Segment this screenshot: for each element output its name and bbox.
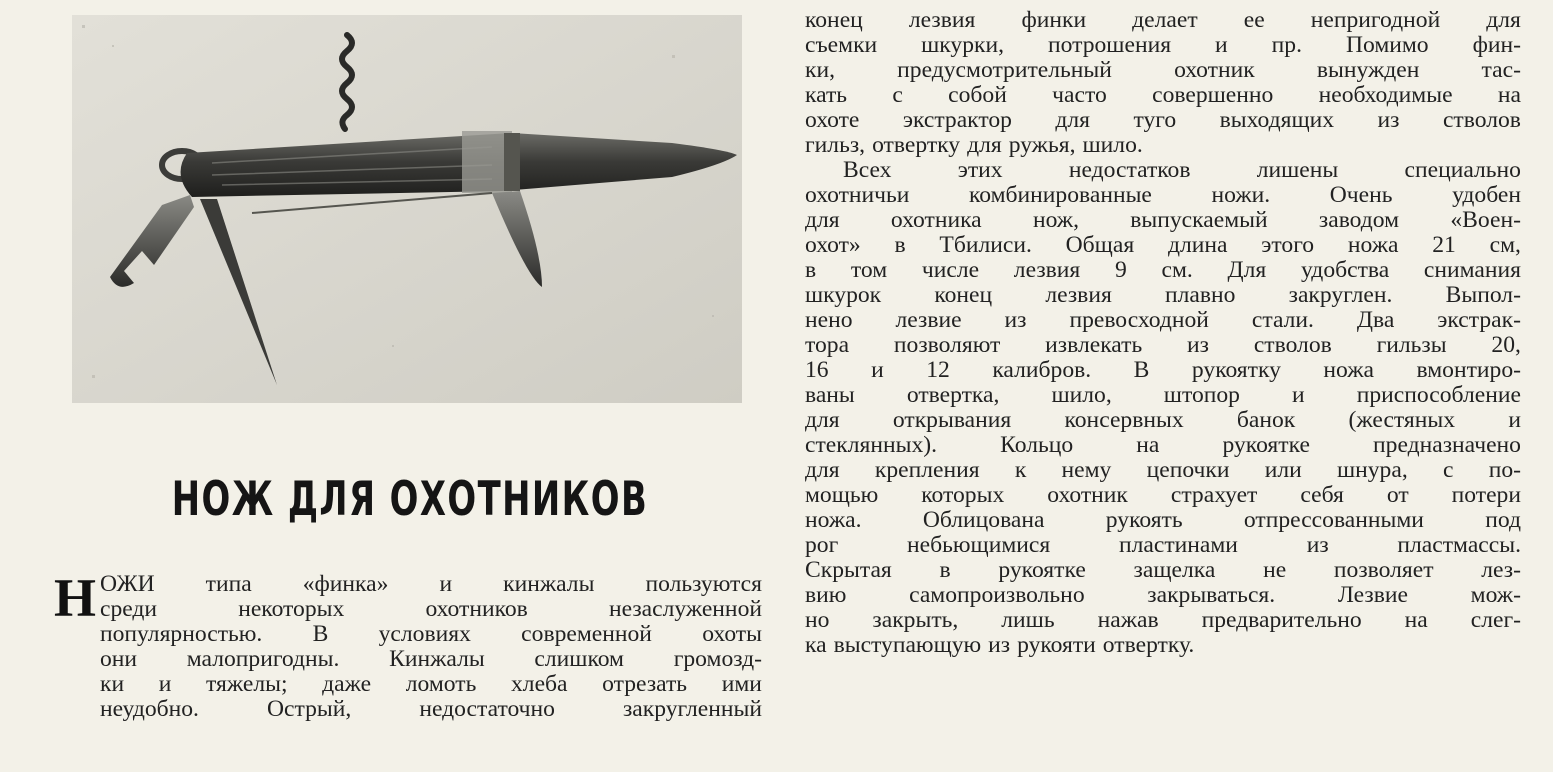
drop-cap: Н: [54, 568, 97, 628]
text-line: для открывания консервных банок (жестяных и: [805, 407, 1521, 433]
text-line: кать с собой часто совершенно необходимые на: [805, 82, 1521, 108]
text-line: ножа. Облицована рукоять отпрессованными под: [805, 507, 1521, 533]
knife-photo: [72, 15, 742, 403]
text-line: шкурок конец лезвия плавно закруглен. Выпол-: [805, 282, 1521, 308]
text-line: мощью которых охотник страхует себя от потери: [805, 482, 1521, 508]
left-column: [54, 568, 762, 722]
text-line: они малопригодны. Кинжалы слишком громозд-: [100, 646, 762, 672]
text-line: ваны отвертка, шило, штопор и приспособление: [805, 382, 1521, 408]
text-line: охоте экстрактор для туго выходящих из стволов: [805, 107, 1521, 133]
text-line: Всех этих недостатков лишены специально: [843, 157, 1521, 183]
article-title: НОЖ ДЛЯ ОХОТНИКОВ: [171, 472, 649, 527]
text-line: вию самопроизвольно закрываться. Лезвие мож-: [805, 582, 1521, 608]
text-line: съемки шкурки, потрошения и пр. Помимо фин-: [805, 32, 1521, 58]
right-column: [805, 8, 1521, 658]
text-line: ОЖИ типа «финка» и кинжалы пользуются: [100, 571, 762, 597]
text-line: нено лезвие из превосходной стали. Два экстрак-: [805, 307, 1521, 333]
text-line: ка выступающую из рукояти отвертку.: [805, 632, 1195, 658]
text-line: для охотника нож, выпускаемый заводом «Воен-: [805, 207, 1521, 233]
text-line: в том числе лезвия 9 см. Для удобства снимания: [805, 257, 1521, 283]
text-line: популярностью. В условиях современной охоты: [100, 621, 762, 647]
left-paragraph: [54, 568, 762, 722]
text-line: для крепления к нему цепочки или шнура, с по-: [805, 457, 1521, 483]
text-line: среди некоторых охотников незаслуженной: [100, 596, 762, 622]
text-line: конец лезвия финки делает ее непригодной для: [805, 7, 1521, 33]
text-line: стеклянных). Кольцо на рукоятке предназначено: [805, 432, 1521, 458]
text-line: тора позволяют извлекать из стволов гильзы 20,: [805, 332, 1521, 358]
text-line: охотничьи комбинированные ножи. Очень удобен: [805, 182, 1521, 208]
text-line: ки и тяжелы; даже ломоть хлеба отрезать ими: [100, 671, 762, 697]
text-line: охот» в Тбилиси. Общая длина этого ножа 21 см,: [805, 232, 1521, 258]
right-paragraphs: [805, 8, 1521, 658]
text-line: рог небьющимися пластинами из пластмассы.: [805, 532, 1521, 558]
text-line: гильз, отвертку для ружья, шило.: [805, 132, 1143, 158]
text-line: 16 и 12 калибров. В рукоятку ножа вмонтиро-: [805, 357, 1521, 383]
knife-illustration: [72, 15, 742, 403]
text-line: ки, предусмотрительный охотник вынужден тас-: [805, 57, 1521, 83]
text-line: но закрыть, лишь нажав предварительно на слег-: [805, 607, 1521, 633]
text-line: Скрытая в рукоятке защелка не позволяет лез-: [805, 557, 1521, 583]
text-line: неудобно. Острый, недостаточно закругленный: [100, 696, 762, 722]
